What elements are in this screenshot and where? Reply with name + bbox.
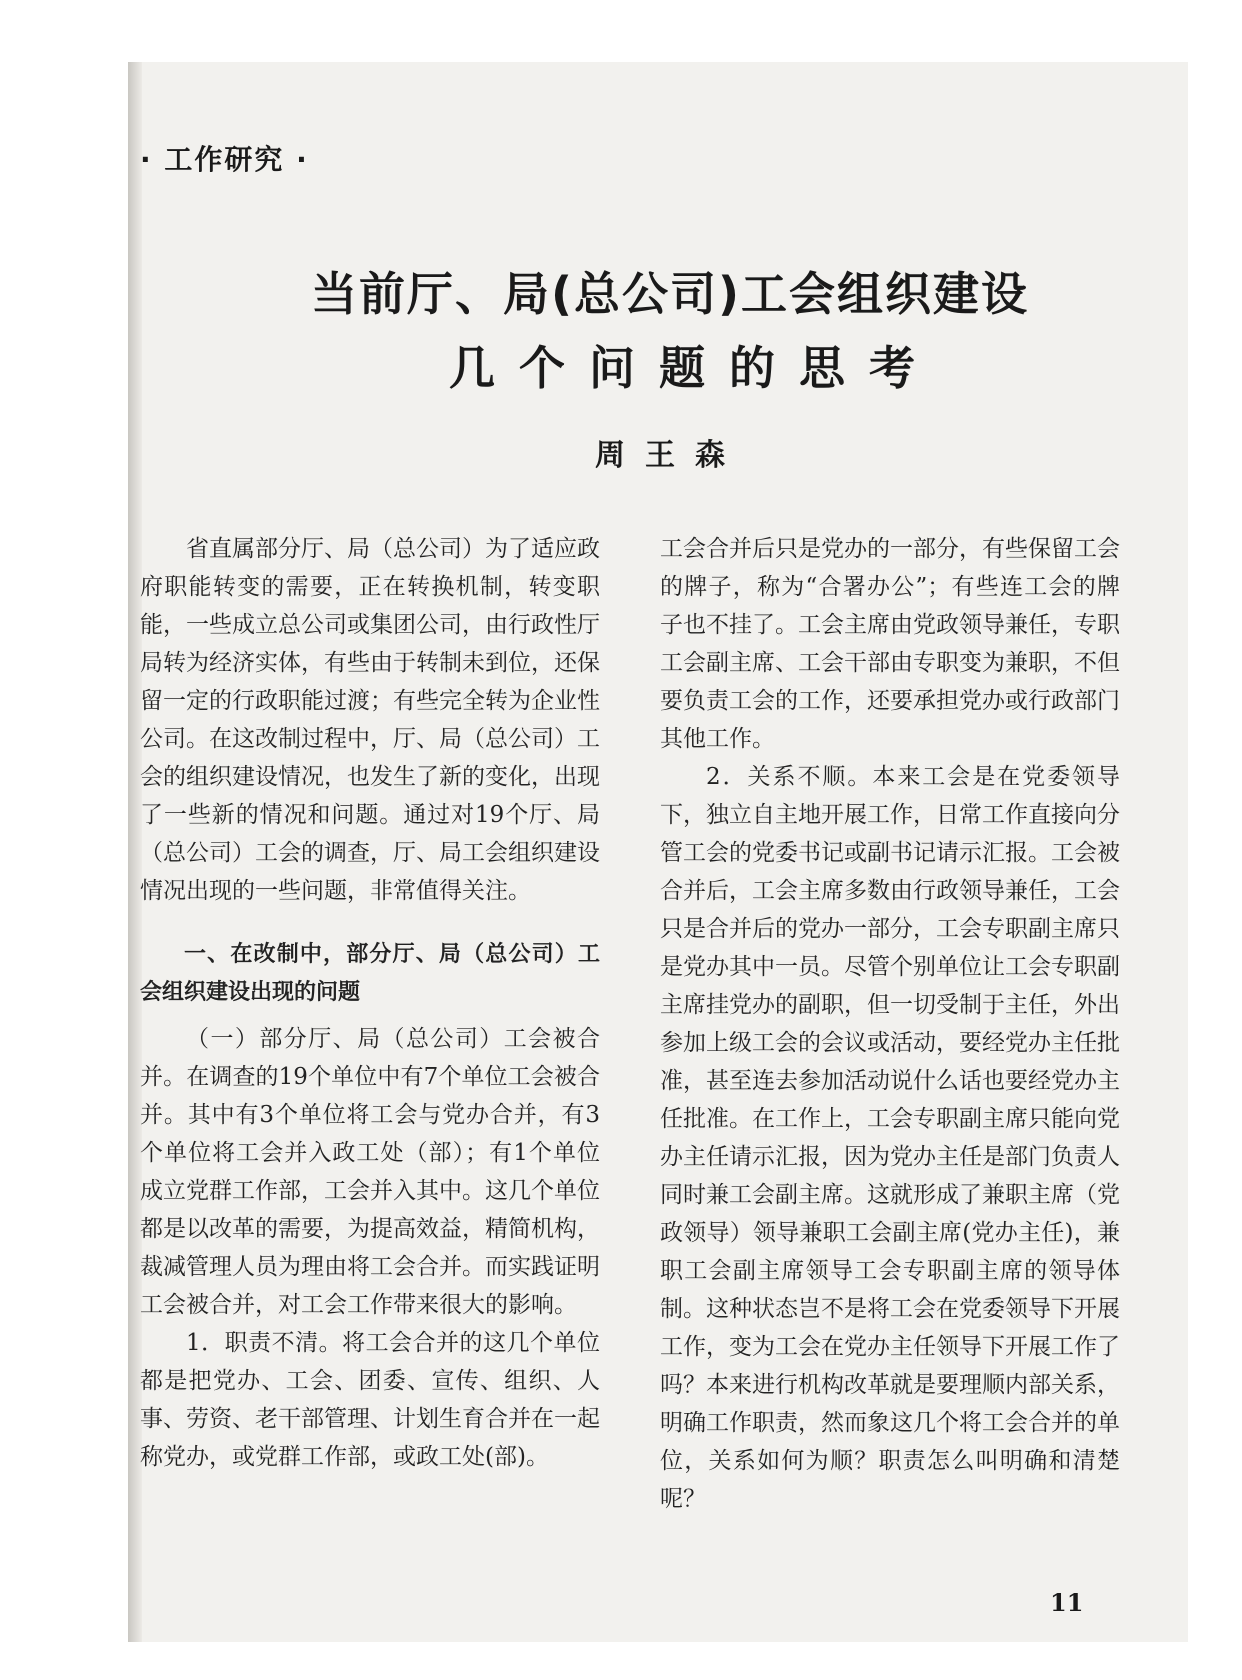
paragraph-duties-unclear: 1．职责不清。将工会合并的这几个单位都是把党办、工会、团委、宣传、组织、人事、劳资、老干部管理、计划生育合并在一起称党办，或党群工作部，或政工处(部)。	[140, 1330, 600, 1470]
paragraph-relations: 2．关系不顺。本来工会是在党委领导下，独立自主地开展工作，日常工作直接向分管工会的党委书记或副书记请示汇报。工会被合并后，工会主席多数由行政领导兼任，工会只是合并后的党办一部分，工会专职副主席只是党办其中一员。尽管个别单位让工会专职副主席挂党办的副职，但一切受制于主任，外出参加上级工会的会议或活动，要经党办主任批准，甚至连去参加活动说什么话也要经党办主任批准。在工作上，工会专职副主席只能向党办主任请示汇报，因为党办主任是部门负责人同时兼工会副主席。这就形成了兼职主席（党政领导）领导兼职工会副主席(党办主任)，兼职工会副主席领导工会专职副主席的领导体制。这种状态岂不是将工会在党委领导下开展工作，变为工会在党办主任领导下开展工作了吗？本来进行机构改革就是要理顺内部关系，明确工作职责，然而象这几个将工会合并的单位，关系如何为顺？职责怎么叫明确和清楚呢？	[660, 764, 1120, 1512]
section-heading-1: 一、在改制中，部分厅、局（总公司）工会组织建设出现的问题	[140, 942, 600, 1005]
paragraph-continued: 工会合并后只是党办的一部分，有些保留工会的牌子，称为“合署办公”；有些连工会的牌子也不挂了。工会主席由党政领导兼任，专职工会副主席、工会干部由专职变为兼职，不但要负责工会的工作，还要承担党办或行政部门其他工作。	[660, 536, 1120, 752]
section-label: · 工作研究 ·	[140, 143, 309, 176]
page-number: 11	[1050, 1588, 1084, 1617]
right-text-column	[660, 530, 1120, 1518]
paragraph-merge: （一）部分厅、局（总公司）工会被合并。在调查的19个单位中有7个单位工会被合并。其中有3个单位将工会与党办合并，有3个单位将工会并入政工处（部）；有1个单位成立党群工作部，工会并入其中。这几个单位都是以改革的需要，为提高效益，精简机构，裁减管理人员为理由将工会合并。而实践证明工会被合并，对工会工作带来很大的影响。	[140, 1026, 600, 1318]
paragraph-intro: 省直属部分厅、局（总公司）为了适应政府职能转变的需要，正在转换机制，转变职能，一些成立总公司或集团公司，由行政性厅局转为经济实体，有些由于转制未到位，还保留一定的行政职能过渡；有些完全转为企业性公司。在这改制过程中，厅、局（总公司）工会的组织建设情况，也发生了新的变化，出现了一些新的情况和问题。通过对19个厅、局（总公司）工会的调查，厅、局工会组织建设情况出现的一些问题，非常值得关注。	[140, 536, 600, 904]
article-title-line-1: 当前厅、局(总公司)工会组织建设	[310, 267, 1030, 321]
left-text-column	[140, 530, 600, 1476]
article-title-line-2: 几个问题的思考	[449, 341, 939, 395]
article-author: 周王森	[595, 438, 745, 473]
